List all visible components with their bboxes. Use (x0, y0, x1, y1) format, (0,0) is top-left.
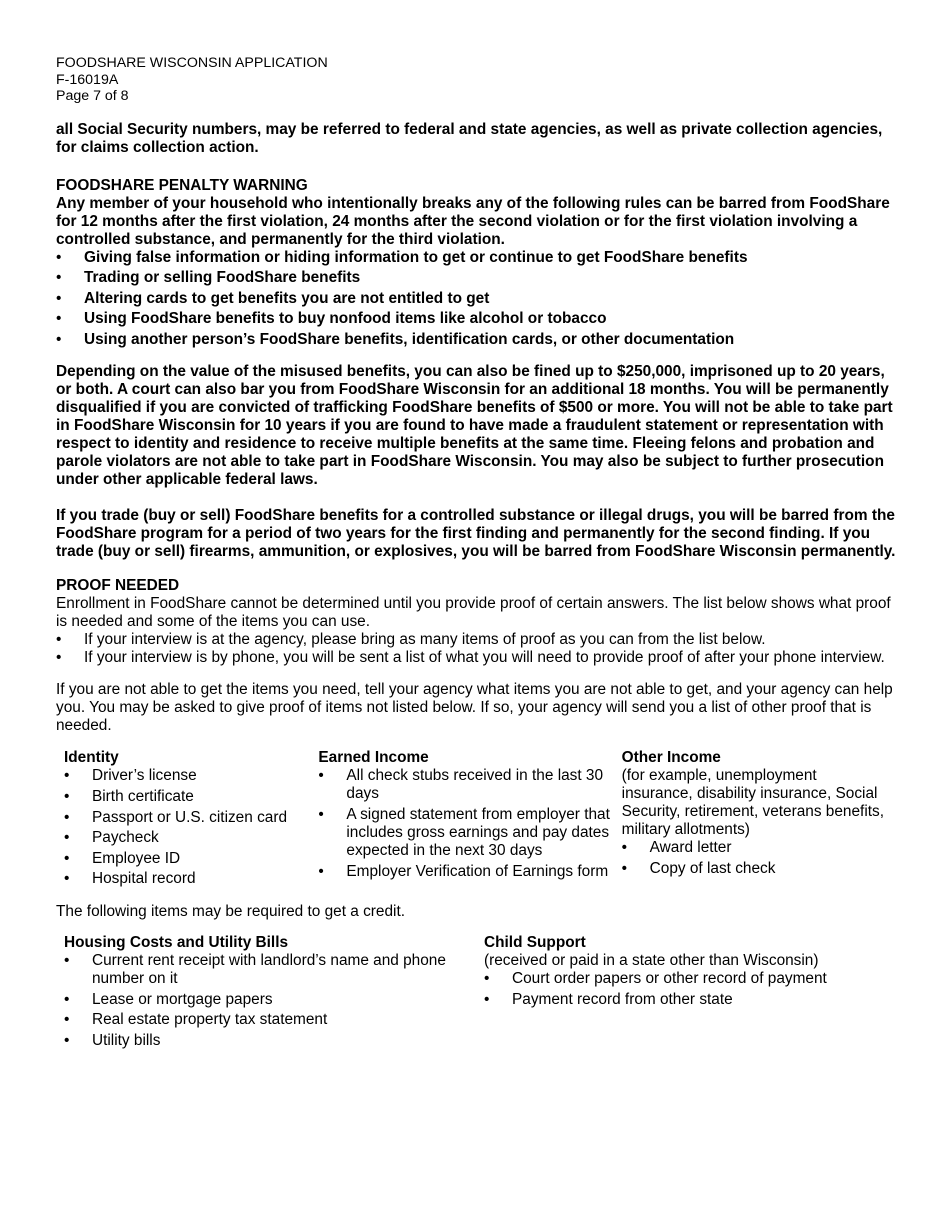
penalty-rules-list (56, 249, 896, 349)
interview-notes-list (56, 631, 896, 668)
proof-columns (56, 749, 896, 891)
child-support-title: Child Support (484, 933, 586, 951)
list-item: • Court order papers or other record of payment (484, 970, 896, 988)
list-item: • Real estate property tax statement (64, 1011, 484, 1029)
identity-title: Identity (64, 749, 119, 767)
list-item: • Employer Verification of Earnings form (318, 863, 621, 881)
housing-list (64, 952, 484, 1050)
penalty-fines-paragraph: Depending on the value of the misused benefits, you can also be fined up to $250,000, imprisoned up to 20 years, or both. A court can also bar you from FoodShare Wisconsin for an additional 18 months. You will be permanently disqualified if you are convicted of trafficking FoodShare benefits of $500 or more. You will not be able to take part in FoodShare Wisconsin for 10 years if you are found to have made a fraudulent statement or representation with respect to identity and residence to receive multiple benefits at the same time. Fleeing felons and probation and parole violators are not able to take part in FoodShare Wisconsin. You may also be subject to further prosecution under other applicable federal laws. (56, 362, 893, 488)
list-item: • Driver’s license (64, 767, 318, 785)
list-item: • Using FoodShare benefits to buy nonfood items like alcohol or tobacco (56, 310, 896, 328)
proof-needed-section (56, 577, 896, 1052)
identity-list (64, 767, 318, 888)
list-item: • Copy of last check (622, 860, 896, 878)
list-item: • Employee ID (64, 850, 318, 868)
penalty-trade-paragraph: If you trade (buy or sell) FoodShare benefits for a controlled substance or illegal drugs, you will be barred from the FoodShare program for a period of two years for the first finding and permanently for the second finding. If you trade (buy or sell) firearms, ammunition, or explosives, you will be barred from FoodShare Wisconsin permanently. (56, 506, 896, 560)
list-item: • Using another person’s FoodShare benefits, identification cards, or other documentation (56, 331, 896, 349)
earned-income-list (318, 767, 621, 880)
page-number: Page 7 of 8 (56, 88, 129, 104)
list-item: • Payment record from other state (484, 991, 896, 1009)
child-support-list (484, 970, 896, 1009)
list-item: • If your interview is by phone, you will be sent a list of what you will need to provide proof of after your phone interview. (56, 649, 896, 667)
form-header (56, 55, 896, 105)
proof-help-paragraph: If you are not able to get the items you need, tell your agency what items you are not able to get, and your agency can help you. You may be asked to give proof of items not listed below. If so, your agency will send you a list of other proof that is needed. (56, 681, 893, 735)
housing-column (64, 934, 484, 1052)
penalty-warning-title: FOODSHARE PENALTY WARNING (56, 176, 308, 194)
list-item: • Altering cards to get benefits you are not entitled to get (56, 290, 896, 308)
proof-needed-intro: Enrollment in FoodShare cannot be determined until you provide proof of certain answers. The list below shows what proof is needed and some of the items you can use. (56, 594, 891, 630)
proof-needed-title: PROOF NEEDED (56, 576, 180, 594)
housing-title: Housing Costs and Utility Bills (64, 933, 289, 951)
earned-income-column (318, 749, 621, 891)
list-item: • Hospital record (64, 870, 318, 888)
other-income-subtitle: (for example, unemployment insurance, disability insurance, Social Security, retirement, veterans benefits, military allotments) (621, 767, 884, 839)
penalty-warning-intro: Any member of your household who intentionally breaks any of the following rules can be barred from FoodShare for 12 months after the first violation, 24 months after the second violation or for the first violation involving a controlled substance, and permanently for the third violation. (56, 194, 890, 248)
list-item: • A signed statement from employer that includes gross earnings and pay dates expected in the next 30 days (318, 806, 621, 860)
document-page (56, 55, 896, 1052)
list-item: • Current rent receipt with landlord’s name and phone number on it (64, 952, 484, 988)
list-item: • Award letter (622, 839, 896, 857)
child-support-subtitle: (received or paid in a state other than Wisconsin) (484, 951, 819, 969)
other-income-title: Other Income (621, 749, 721, 767)
list-item: • If your interview is at the agency, please bring as many items of proof as you can from the list below. (56, 631, 896, 649)
intro-continued-paragraph: all Social Security numbers, may be referred to federal and state agencies, as well as private collection agencies, for claims collection action. (56, 120, 883, 156)
list-item: • Utility bills (64, 1032, 484, 1050)
penalty-warning-section (56, 177, 896, 561)
credit-note: The following items may be required to get a credit. (56, 902, 406, 920)
child-support-column (484, 934, 896, 1052)
form-number: F-16019A (56, 71, 119, 88)
other-income-list (622, 839, 896, 878)
list-item: • All check stubs received in the last 30 days (318, 767, 621, 803)
identity-column (64, 749, 318, 891)
list-item: • Giving false information or hiding information to get or continue to get FoodShare benefits (56, 249, 896, 267)
list-item: • Passport or U.S. citizen card (64, 809, 318, 827)
form-title: FOODSHARE WISCONSIN APPLICATION (56, 55, 328, 71)
earned-income-title: Earned Income (318, 749, 429, 767)
list-item: • Paycheck (64, 829, 318, 847)
list-item: • Lease or mortgage papers (64, 991, 484, 1009)
list-item: • Trading or selling FoodShare benefits (56, 269, 896, 287)
list-item: • Birth certificate (64, 788, 318, 806)
other-income-column (622, 749, 896, 891)
credit-columns (56, 934, 896, 1052)
